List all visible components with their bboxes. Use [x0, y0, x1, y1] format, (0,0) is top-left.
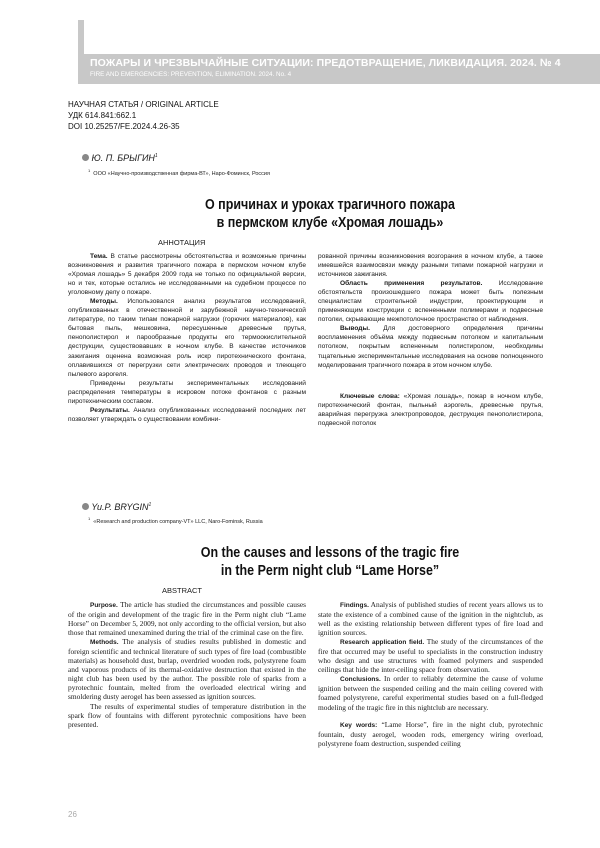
author-ru — [82, 153, 158, 163]
author-ru-sup: 1 — [154, 153, 158, 159]
affiliation-ru-text: ООО «Научно-производственная фирма-ВТ», Наро-Фоминск, Россия — [93, 170, 270, 177]
ru-left-p2-label: Методы. — [90, 298, 118, 306]
author-en — [82, 502, 151, 512]
title-ru-line2: в пермском клубе «Хромая лошадь» — [216, 215, 444, 231]
affiliation-en — [88, 516, 263, 525]
orcid-icon[interactable] — [82, 154, 89, 161]
journal-title-en: FIRE AND EMERGENCIES: PREVENTION, ELIMINATION. 2024. No. 4 — [90, 71, 292, 78]
udc: УДК 614.841:662.1 — [68, 111, 137, 120]
en-right-p3-text: In order to reliably determine the cause of volume ignition between the suspended ceiling and the main ceiling covered with foamed polystyrene, careful experimental studies based on a full-fledged modeling of the tragic fire in this nightclub are necessary. — [318, 674, 543, 712]
en-keywords-text: “Lame Horse”, fire in the night club, pyrotechnic fountain, dusty aerogel, wooden rods, emergency wiring overload, polystyrene foam destruction, suspended ceiling — [318, 719, 543, 748]
author-en-sup: 1 — [148, 502, 152, 508]
ru-right-p2-label: Область применения результатов. — [340, 280, 483, 288]
ru-left-p3: Приведены результаты экспериментальных исследований распределения температуры в искровом потоке фонтанов с разным пиротехническим составом. — [68, 379, 306, 405]
abstract-ru-left — [68, 252, 306, 424]
affiliation-ru — [88, 168, 270, 177]
title-en-line1: On the causes and lessons of the tragic fire — [200, 545, 460, 561]
abstract-label-ru: АННОТАЦИЯ — [158, 238, 206, 247]
affiliation-ru-sup: 1 — [88, 168, 91, 173]
en-right-p1 — [318, 600, 543, 637]
ru-left-p1-label: Тема. — [90, 253, 108, 260]
en-left-p3: The results of experimental studies of temperature distribution in the spark flow of fountains with different pyrotechnic compositions have been presented. — [68, 701, 306, 729]
ru-left-p4-label: Результаты. — [90, 406, 130, 414]
ru-left-p4 — [68, 406, 306, 424]
title-ru — [175, 196, 485, 232]
ru-right-p2-text: Исследование обстоятельств произошедшего пожара может быть полезным специалистам строительной индустрии, проектирующим и применяющим конструкции с вспененными полимерами и подвесные потолки, скрывающие межпотолочное пространство от наблюдения. — [318, 280, 543, 324]
doi: DOI 10.25257/FE.2024.4.26-35 — [68, 122, 180, 131]
abstract-ru-right — [318, 252, 543, 428]
ru-left-p4-text: Анализ опубликованных исследований последних лет позволяет утверждать о существовании комбини- — [68, 406, 306, 423]
en-left-p2-label: Methods. — [90, 639, 119, 647]
header-tab — [78, 20, 84, 54]
abstract-en-left — [68, 600, 306, 729]
en-right-p2-label: Research application field. — [340, 639, 425, 647]
ru-left-p2 — [68, 297, 306, 378]
abstract-en-right — [318, 600, 543, 748]
affiliation-en-sup: 1 — [88, 516, 91, 521]
page-number: 26 — [68, 810, 77, 819]
orcid-icon[interactable] — [82, 503, 89, 510]
article-type: НАУЧНАЯ СТАТЬЯ / ORIGINAL ARTICLE — [68, 100, 219, 109]
en-left-p2-text: The analysis of studies results published in domestic and foreign scientific and technical literature of such types of fire load (combustible materials) as household dust, burlap, overdried wooden rods, polystyrene foam and vaporous products of its thermal-oxidative destruction that existed in the night club has been used by the author. The possible role of sparks from a pyrotechnic fountain, melted from the overloaded electrical wiring and smoldering dusty aerogel has been assessed as ignition sources. — [68, 637, 307, 702]
ru-left-p1-text: В статье рассмотрены обстоятельства и возможные причины возникновения и развития трагичного пожара в пермском ночном клубе «Хромая лошадь» 5 декабря 2009 года не только по официальной версии, но и тех, которые остались не исследованными на судебном процессе по уголовному делу о пожаре. — [68, 253, 306, 297]
title-en — [175, 544, 485, 580]
ru-right-p2 — [318, 279, 543, 324]
abstract-label-en: ABSTRACT — [162, 586, 203, 595]
affiliation-en-text: «Research and production company-VT» LLC, Naro-Fominsk, Russia — [93, 518, 263, 525]
author-ru-name: Ю. П. БРЫГИН — [91, 153, 155, 163]
en-keywords-label: Key words: — [340, 721, 378, 729]
ru-right-p3-label: Выводы. — [340, 325, 370, 333]
ru-keywords-label: Ключевые слова: — [340, 392, 400, 400]
ru-right-p3 — [318, 324, 543, 369]
en-left-p1-label: Purpose. — [90, 602, 118, 609]
en-right-p2 — [318, 637, 543, 674]
ru-right-p3-text: Для достоверного определения причины воспламенения объёма между подвесным потолком и капитальным потолком, покрытым вспененным полистиролом, необходимы тщательные экспериментальные исследования на основе полноценного моделирования трагичного пожара в этом ночном клубе. — [318, 325, 543, 369]
en-right-p2-text: The study of the circumstances of the fire that occurred may be useful to specialists in the construction industry who design and use structures with foamed polymers and suspended ceilings that hide the inter-ceiling space from observation. — [318, 637, 544, 675]
en-left-p2 — [68, 637, 306, 701]
title-en-line2: in the Perm night club “Lame Horse” — [220, 563, 440, 579]
ru-keywords-text: «Хромая лошадь», пожар в ночном клубе, пиротехнический фонтан, пыльный аэрогель, древесные прутья, аварийная перегрузка электропроводов, деструкция пенополистирола, подвесной потолок — [318, 392, 543, 427]
journal-title-ru: ПОЖАРЫ И ЧРЕЗВЫЧАЙНЫЕ СИТУАЦИИ: ПРЕДОТВРАЩЕНИЕ, ЛИКВИДАЦИЯ. 2024. № 4 — [90, 57, 561, 69]
title-ru-line1: О причинах и уроках трагичного пожара — [205, 197, 455, 213]
author-en-name: Yu.P. BRYGIN — [91, 502, 149, 512]
ru-right-p1: рованной причины возникновения возгорания в ночном клубе, а также имевшейся взаимосвязи между разными типами пожарной нагрузки и источников зажигания. — [318, 253, 543, 279]
ru-left-p1 — [68, 252, 306, 297]
en-right-p1-text: Analysis of published studies of recent years allows us to state the existence of a combined cause of the ignition in the nightclub, as well as the existing relationship between different types of fire load and ignition sources. — [318, 600, 543, 638]
ru-keywords — [318, 392, 543, 428]
en-left-p1-text: The article has studied the circumstances and possible causes of the origin and development of the tragic fire in the Perm night club “Lame Horse” on December 5, 2009, not only according to the official version, but also those that remained unexamined during the trial of the criminal case on the fire. — [68, 600, 306, 638]
en-keywords — [318, 720, 543, 748]
ru-left-p2-text: Использовался анализ результатов исследований, опубликованных в отечественной и зарубежной научно-технической литературе, по таким типам пожарной нагрузки (горючих материалов), как бытовая пыль, мешковина, пересушенные древесные прутья, пенополистирол и парообразные продукты его термоокислительной деструкции, существовавших в ночном клубе. В качестве источников зажигания оценена возможная роль искр пиротехнического фонтана, оплавившихся от перегрузки сети электрических проводов и тлеющего пылевого аэрогеля. — [68, 298, 306, 378]
en-right-p1-label: Findings. — [340, 602, 369, 609]
en-left-p1 — [68, 600, 306, 637]
en-right-p3-label: Conclusions. — [340, 676, 381, 684]
en-right-p3 — [318, 674, 543, 711]
